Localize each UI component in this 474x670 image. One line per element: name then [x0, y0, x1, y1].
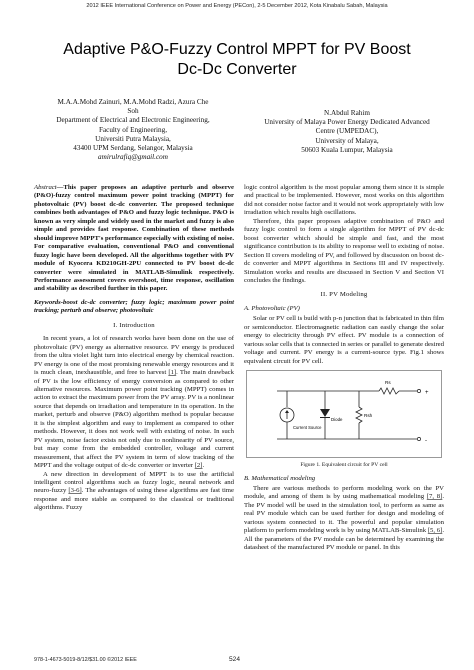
affiliation-line: Universiti Putra Malaysia, — [95, 134, 171, 143]
paper-title — [30, 40, 444, 80]
citation-link[interactable]: [5, 6] — [427, 527, 443, 535]
text-run: . The main drawback of PV is the low efficiency of energy conversion as compared to other alternative resources. Maximum power point tracking (MPPT) comes in action to extract the maximum power from the PV array. PV is a nonlinear source that depends on irradiation and temperature in its operation. In the market, perturb and observe (P&O) algorithm method is popular because it is the simplest algorithm and easy to implement as compared to other methods. However, it does not work well with existing of noise. In such PV system, noise factor exists not only due to nonlinearity of PV source, but may come from the embedded controller, voltage and current measurement, that affect the PV system in term of slow tracking of the MPPT and the voltage output of dc-dc converter or inverter — [34, 369, 234, 470]
intro-paragraph-3: Therefore, this paper proposes adaptive combination of P&O and fuzzy logic control to form a single algorithm for MPPT of PV dc-dc boost converter which should be simple and fast, and the most significance contribution is its ability to response well to existing of noise. Section II covers modeling of PV, and followed by discussion on boost dc-dc converter and MPPT algorithms in Sections III and IV respectively. Simulation works and results are discussed in Section V and Section VI concludes the findings. — [244, 217, 444, 284]
text-run: . All the parameters of the PV module can be determined by examining the datasheet of the manufactured PV module or panel. In this — [244, 527, 444, 552]
subsection-heading-pv: A. Photovoltaic (PV) — [244, 304, 300, 312]
text-run: There are various methods to perform modeling work on the PV module, and among of them is by using mathematical modeling — [244, 484, 444, 501]
plus-terminal-label: + — [425, 390, 429, 397]
subsection-heading-math: B. Mathematical modeling — [244, 474, 316, 482]
text-run: A new direction in development of MPPT is to use the artificial intelligent control algorithms such as fuzzy logic, neural network and neuro-fuzzy — [34, 470, 234, 495]
math-paragraph — [244, 485, 444, 553]
affiliation-line: Department of Electrical and Electronic Engineering, — [56, 116, 210, 125]
text-run: . The advantages of using these algorithms are fast time response and more stable as compared to the classical or traditional algorithms. Fuzzy — [34, 487, 234, 512]
intro-continuation: logic control algorithm is the most popular among them since it is simple and practical to be implemented. However, most works on this algorithm did not consider noise factor and it would not work appropriately with low irradiation which results high oscillations. — [244, 184, 444, 217]
conference-header: 2012 IEEE International Conference on Power and Energy (PECon), 2-5 December 2012, Kota Kinabalu Sabah, Malaysia — [86, 3, 388, 9]
circuit-diagram — [247, 371, 443, 457]
title-line-2: Dc-Dc Converter — [177, 61, 297, 78]
citation-link[interactable]: [1] — [168, 369, 177, 377]
author-block-left — [33, 98, 233, 162]
affiliation-line: 50603 Kuala Lumpur, Malaysia — [301, 145, 393, 154]
citation-link[interactable]: [2] — [194, 462, 203, 470]
affiliation-line: University of Malaya, — [315, 136, 379, 145]
diode-label: Diode — [331, 417, 343, 423]
citation-link[interactable]: [3-6] — [68, 487, 82, 495]
rs-label: Rs — [385, 380, 391, 386]
author-block-right — [247, 109, 447, 155]
affiliation-line: Centre (UMPEDAC), — [315, 127, 379, 136]
series-resistor-symbol — [379, 388, 399, 394]
pv-paragraph: Solar or PV cell is build with p-n junction that is fabricated in thin film or semiconductor. Electromagnetic radiation can easily change the solar energy to electricity through PV effect. PV module is a connection of various solar cells that is connected in series or parallel to generate desired voltage and current. PV energy is a current-source type. Fig.1 shows equivalent circuit for PV cell. — [244, 315, 444, 365]
text-run: In recent years, a lot of research works have been done on the use of photovoltaic (PV) energy as alternative resource. PV energy is produced from the ultra violet light turn into electrical energy by chemical reaction. PV energy is one of the most promising renewable energy resources and it is much clean, inexhaustible, and free to harvest — [34, 335, 234, 377]
right-column — [244, 184, 444, 553]
section-heading-pv-modeling: II. PV Modeling — [320, 291, 368, 299]
shunt-resistor-symbol — [356, 407, 362, 423]
diode-symbol — [320, 409, 330, 417]
current-source-label: Current Source — [293, 425, 322, 431]
abstract-lead: Abstract — [34, 184, 57, 191]
figure-equivalent-circuit — [246, 370, 442, 458]
citation-link[interactable]: [7, 8] — [426, 493, 443, 501]
left-column — [34, 184, 234, 513]
section-heading-introduction: I. Introduction — [113, 321, 155, 329]
page-number: 524 — [229, 656, 241, 663]
text-run: . The PV model will be used in the simulation tool, to perform as same as real PV module which can be used further for design and modeling of various system connected to it. The powerful and popular simulation platform to perform modeling work is by using MATLAB-Simulink — [244, 493, 444, 535]
title-line-1: Adaptive P&O-Fuzzy Control MPPT for PV Boost — [63, 41, 411, 58]
intro-paragraph-1 — [34, 335, 234, 470]
affiliation-line: Faculty of Engineering, — [98, 125, 168, 134]
abstract-text: —This paper proposes an adaptive perturb and observe (P&O)-fuzzy control maximum power point tracking (MPPT) for photovoltaic (PV) boost dc-dc converter. The proposed technique combines both advantages of P&O and fuzzy logic technique. P&O is known as very simple and widely used in the market and fuzzy is also simple and provides fast response. Combination of these methods should improve MPPT's performance especially with existing of noise. For comparative evaluation, conventional P&O and conventional fuzzy logic have been developed. All the algorithms together with PV module of Kyocera KD210GH-2PU connected to PV boost dc-dc converter were simulated in MATLAB-Simulink respectively. Performance assessment covers overshoot, time response, oscillation and stability as described further in this paper. — [34, 184, 234, 293]
rsh-label: Rsh — [364, 413, 373, 419]
page-footer — [0, 657, 474, 667]
keywords: Keywords-boost dc-dc converter; fuzzy logic; maximum power point tracking; perturb and observe; photovoltaic — [34, 298, 234, 315]
text-run: . — [202, 462, 205, 470]
isbn-line: 978-1-4673-5019-8/12/$31.00 ©2012 IEEE — [34, 657, 137, 663]
minus-terminal-label: - — [425, 438, 427, 445]
figure-caption: Figure 1. Equivalent circuit for PV cell — [300, 462, 388, 469]
author-names-cont: Soh — [127, 107, 139, 116]
author-names: M.A.A.Mohd Zainuri, M.A.Mohd Radzi, Azura Che — [57, 98, 209, 106]
intro-paragraph-2 — [34, 471, 234, 513]
affiliation-line: 43400 UPM Serdang, Selangor, Malaysia — [73, 144, 193, 153]
author-email[interactable]: amirulrafiq@gmail.com — [98, 153, 168, 162]
author-name: N.Abdul Rahim — [324, 109, 370, 117]
affiliation-line: University of Malaya Power Energy Dedicated Advanced — [264, 118, 430, 127]
abstract — [34, 184, 234, 294]
